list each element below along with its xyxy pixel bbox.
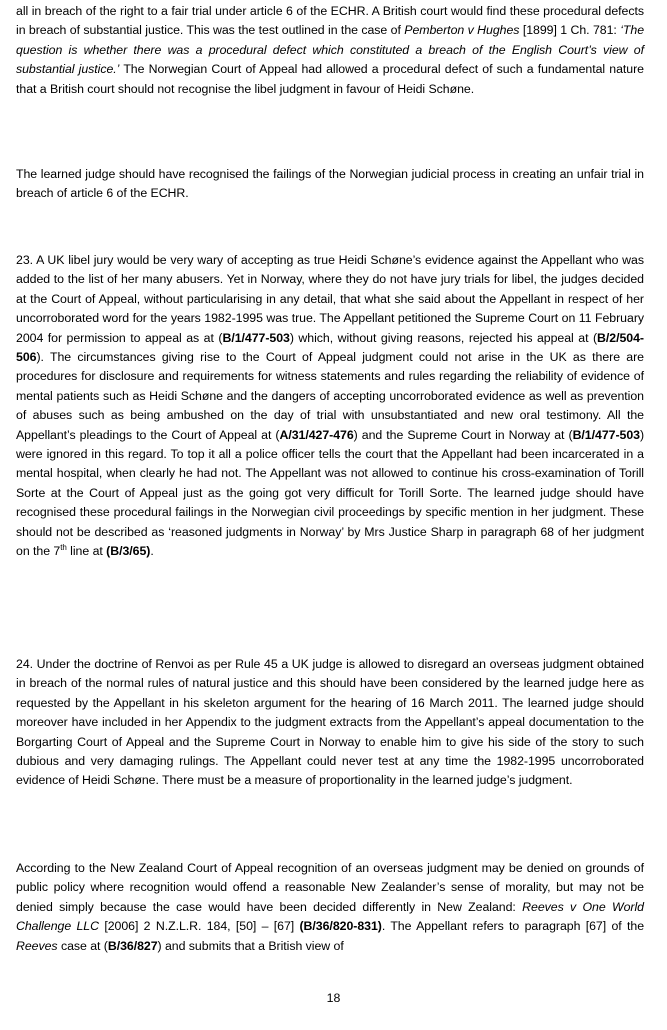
text-segment: Reeves v One World Challenge LLC: [16, 899, 645, 934]
text-segment: (B/3/65): [106, 544, 151, 559]
text-segment: A/31/427-476: [279, 427, 354, 442]
text-segment: Reeves: [16, 938, 58, 953]
text-segment: [1899] 1 Ch. 781:: [519, 23, 621, 38]
paragraph-new-zealand-court-of-appeal: [16, 859, 644, 956]
text-segment: case at (: [57, 938, 108, 953]
text-segment: B/2/504-506: [16, 330, 644, 365]
text-segment: The learned judge should have recognised the failings of the Norwegian judicial process in creating an unfair trial in breach of article 6 of the ECHR.: [16, 167, 644, 201]
text-segment: all in breach of the right to a fair trial under article 6 of the ECHR. A British court would find these procedural defects in breach of substantial justice. This was the test outlined in the case of: [16, 4, 644, 38]
text-segment: B/36/827: [107, 938, 158, 953]
page-number: 18: [326, 991, 341, 1005]
text-segment: ). The circumstances giving rise to the Court of Appeal judgment could not arise in the UK as there are procedures for disclosure and requirements for witness statements and rules regarding the reliability of evidence of mental patients such as Heidi Schøne and the dangers of accepting uncorroborated evidence as well as prevention of abuses such as being ambushed on the day of trial with unsubstantiated and new oral testimony. All the Appellant’s pleadings to the Court of Appeal at (: [16, 350, 644, 442]
text-segment: Pemberton v Hughes: [404, 23, 520, 38]
paragraph-24-doctrine-of-renvoi: [16, 655, 644, 791]
text-segment: ) which, without giving reasons, rejected his appeal at (: [289, 330, 598, 345]
text-segment: ) and submits that a British view of: [157, 938, 344, 953]
text-segment: According to the New Zealand Court of Appeal recognition of an overseas judgment may be denied on grounds of public policy where recognition would offend a reasonable New Zealander’s sense of morality, but may not be denied simply because the case would have been decided differently in New Zealand:: [16, 861, 644, 914]
text-segment: [2006] 2 N.Z.L.R. 184, [50] – [67]: [98, 919, 300, 934]
text-segment: (B/36/820-831): [299, 919, 382, 934]
text-segment: th: [60, 542, 67, 552]
paragraph-pemberton-test: [16, 2, 644, 99]
text-segment: B/1/477-503: [222, 330, 290, 345]
text-segment: 23. A UK libel jury would be very wary of accepting as true Heidi Schøne’s evidence against the Appellant who was added to the list of her many abusers. Yet in Norway, where they do not have jury trials for libel, the judges decided at the Court of Appeal, without particularising in any detail, that what she said about the Appellant in respect of her uncorroborated word for the years 1982-1995 was true. The Appellant petitioned the Supreme Court on 11 February 2004 for permission to appeal as at (: [16, 253, 644, 345]
text-segment: ) were ignored in this regard. To top it all a police officer tells the court that the Appellant had been incarcerated in a mental hospital, when clearly he had not. The Appellant was not allowed to continue his cross-examination of Torill Sorte at the Court of Appeal just as the going got very difficult for Torill Sorte. The learned judge should have recognised these procedural failings in the Norwegian civil proceedings by specific mention in her judgment. These should not be described as ‘reasoned judgments in Norway’ by Mrs Justice Sharp in paragraph 68 of her judgment on the 7: [16, 427, 645, 559]
text-segment: ) and the Supreme Court in Norway at (: [353, 427, 573, 442]
text-segment: ‘The question is whether there was a procedural defect which constituted a breach of the English Court’s view of substantial justice.’: [16, 23, 645, 77]
text-segment: 24. Under the doctrine of Renvoi as per Rule 45 a UK judge is allowed to disregard an overseas judgment obtained in breach of the normal rules of natural justice and this should have been considered by the learned judge here as requested by the Appellant in his skeleton argument for the hearing of 16 March 2011. The learned judge should moreover have included in her Appendix to the judgment extracts from the Appellant’s appeal documentation to the Borgarting Court of Appeal and the Supreme Court in Norway to enable him to give his side of the story to such dubious and very damaging rulings. The Appellant could never test at any time the 1982-1995 uncorroborated evidence of Heidi Schøne. There must be a measure of proportionality in the learned judge’s judgment.: [16, 657, 644, 788]
text-segment: . The Appellant refers to paragraph [67] of the: [381, 919, 645, 934]
text-segment: .: [150, 544, 154, 559]
paragraph-23-uk-libel-jury: [16, 251, 644, 562]
paragraph-learned-judge-failings: [16, 165, 644, 204]
text-segment: B/1/477-503: [572, 427, 640, 442]
text-segment: The Norwegian Court of Appeal had allowed a procedural defect of such a fundamental nature that a British court should not recognise the libel judgment in favour of Heidi Schøne.: [16, 62, 644, 96]
text-segment: line at: [66, 544, 107, 559]
